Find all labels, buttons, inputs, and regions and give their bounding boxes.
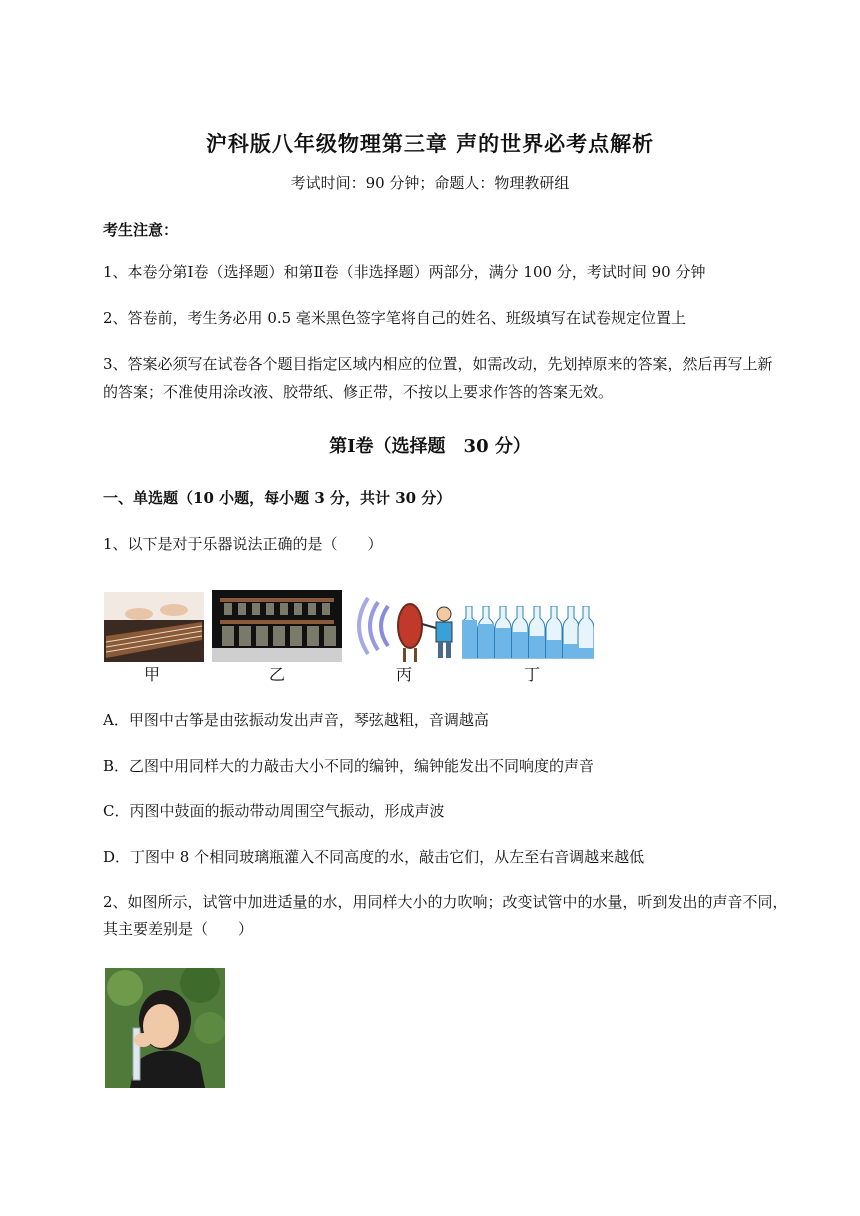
girl-blowing-test-tube-photo — [105, 968, 225, 1088]
exam-title: 沪科版八年级物理第三章 声的世界必考点解析 — [205, 131, 655, 156]
drum-image — [348, 588, 458, 664]
notice-item-2: 2、答卷前，考生务必用 0.5 毫米黑色签字笔将自己的姓名、班级填写在试卷规定位置上 — [103, 309, 686, 327]
caption-ding: 丁 — [524, 665, 541, 684]
q1-option-a: A．甲图中古筝是由弦振动发出声音，琴弦越粗，音调越高 — [103, 711, 489, 729]
notice-heading: 考生注意： — [103, 221, 179, 239]
notice-item-3-cont: 的答案；不准使用涂改液、胶带纸、修正带，不按以上要求作答的答案无效。 — [103, 383, 614, 401]
exam-subtitle: 考试时间：90 分钟；命题人：物理教研组 — [290, 174, 570, 192]
bottles-image — [462, 606, 594, 660]
q1-stem: 1、以下是对于乐器说法正确的是（ ） — [103, 535, 383, 553]
section-title: 第Ⅰ卷（选择题 30 分） — [329, 436, 531, 457]
notice-item-1: 1、本卷分第Ⅰ卷（选择题）和第Ⅱ卷（非选择题）两部分，满分 100 分，考试时间 90 分钟 — [103, 263, 706, 281]
caption-yi: 乙 — [269, 665, 286, 684]
caption-bing: 丙 — [396, 665, 413, 684]
q2-stem-line2: 其主要差别是（ ） — [103, 920, 254, 938]
guzheng-image — [104, 592, 204, 662]
q1-option-c: C．丙图中鼓面的振动带动周围空气振动，形成声波 — [103, 802, 445, 820]
notice-item-3: 3、答案必须写在试卷各个题目指定区域内相应的位置，如需改动，先划掉原来的答案，然后再写上新 — [103, 355, 773, 373]
q1-option-d: D．丁图中 8 个相同玻璃瓶灌入不同高度的水，敲击它们，从左至右音调越来越低 — [103, 848, 645, 866]
caption-jia: 甲 — [144, 665, 161, 684]
q2-stem-line1: 2、如图所示，试管中加进适量的水，用同样大小的力吹响；改变试管中的水量，听到发出的声音不同， — [103, 893, 788, 911]
part-heading: 一、单选题（10 小题，每小题 3 分，共计 30 分） — [103, 489, 452, 507]
bianzhong-image — [212, 590, 342, 662]
q1-option-b: B．乙图中用同样大的力敲击大小不同的编钟，编钟能发出不同响度的声音 — [103, 757, 595, 775]
